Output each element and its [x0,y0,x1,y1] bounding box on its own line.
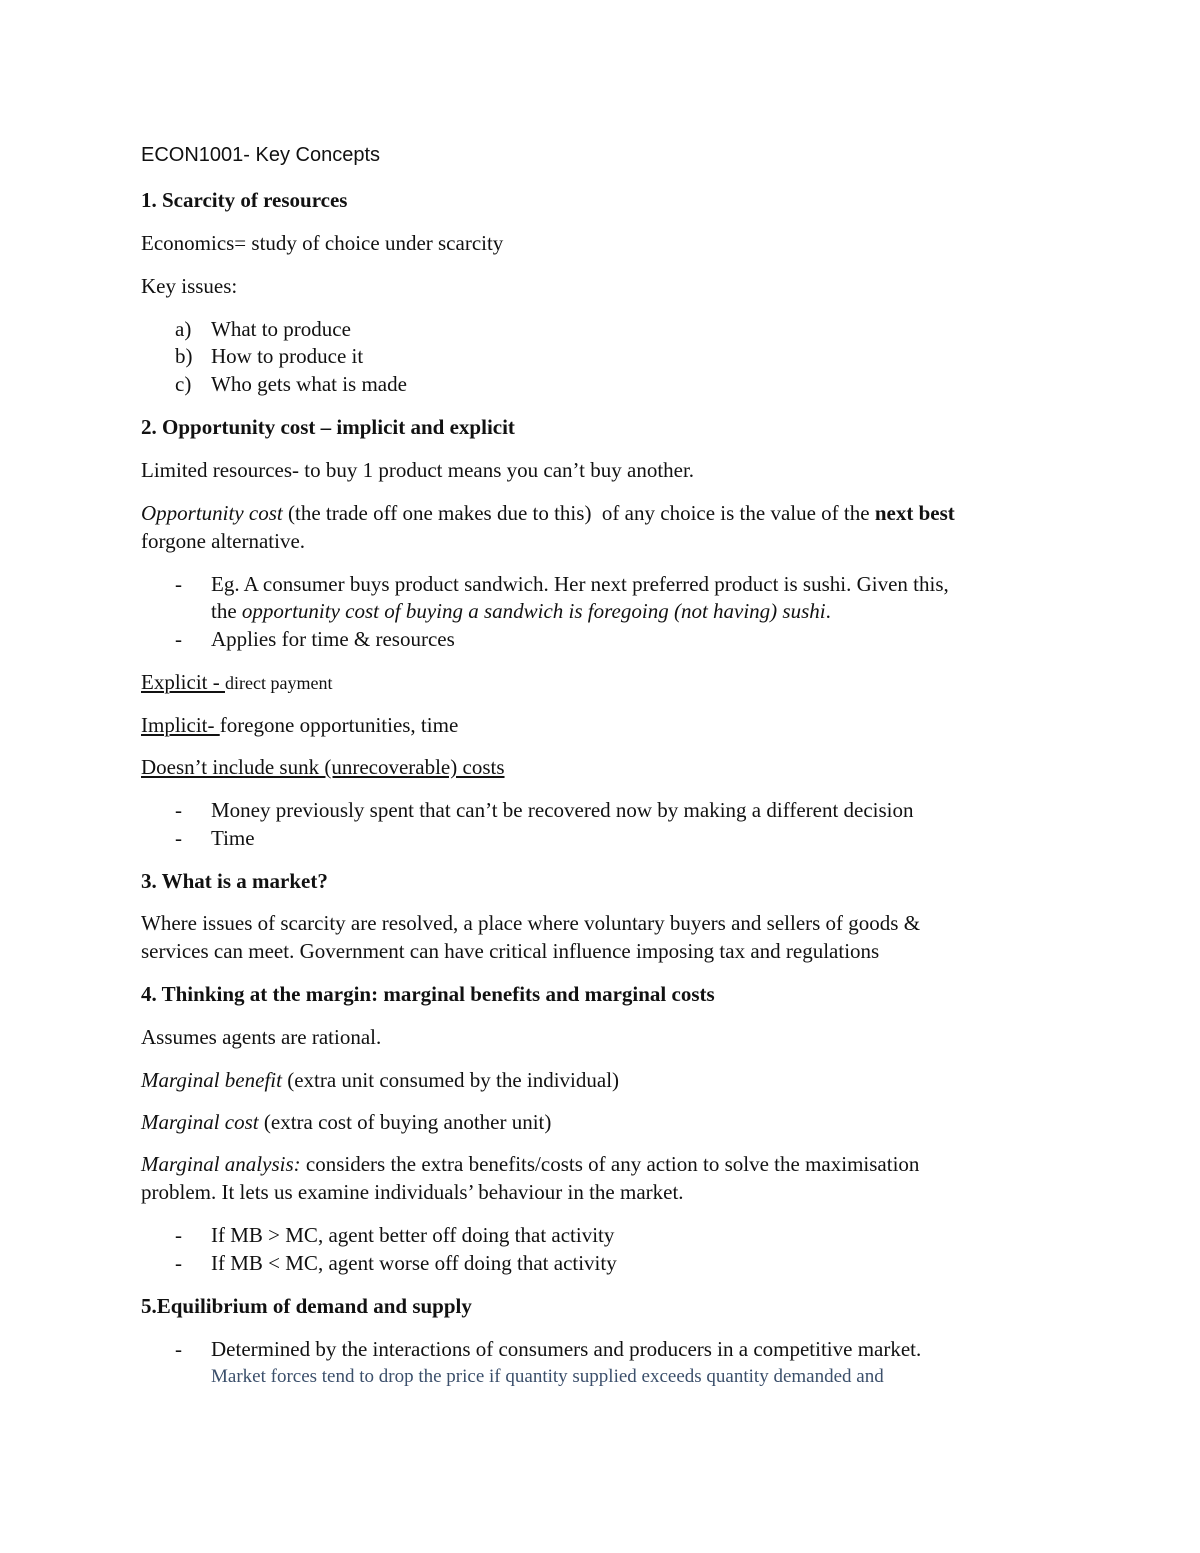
marginal-cost-text: (extra cost of buying another unit) [258,1110,552,1134]
list-marker: b) [175,344,193,368]
section-3-heading: 3. What is a market? [141,869,328,893]
list-item: Money previously spent that can’t be recovered now by making a different decision [211,798,914,822]
list-item: Time [211,826,255,850]
list-item: Who gets what is made [211,372,407,396]
list-item: If MB > MC, agent better off doing that activity [211,1223,615,1247]
list-item: If MB < MC, agent worse off doing that activity [211,1251,617,1275]
section-2-heading: 2. Opportunity cost – implicit and explicit [141,415,515,439]
marginal-analysis-line [141,1150,919,1178]
bullet-marker: - [175,627,182,651]
economics-definition: Economics= study of choice under scarcity [141,231,504,255]
bullet-marker: - [175,826,182,850]
implicit-label: Implicit- [141,713,220,737]
marginal-analysis-term: Marginal analysis: [141,1152,301,1176]
explicit-line [141,668,332,697]
list-marker: c) [175,372,192,396]
marginal-benefit-line [141,1066,619,1094]
equilibrium-line-2: Market forces tend to drop the price if quantity supplied exceeds quantity demanded and [211,1366,884,1387]
opportunity-cost-term: Opportunity cost [141,501,283,525]
explicit-label: Explicit - [141,670,225,694]
marginal-cost-line [141,1108,551,1136]
document-title: ECON1001- Key Concepts [141,144,381,166]
implicit-text: foregone opportunities, time [219,713,459,737]
example-line-1: Eg. A consumer buys product sandwich. Her next preferred product is sushi. Given this, [211,572,949,596]
marginal-cost-term: Marginal cost [141,1110,259,1134]
bullet-marker: - [175,1251,182,1275]
bullet-marker: - [175,1223,182,1247]
market-text-line-1: Where issues of scarcity are resolved, a place where voluntary buyers and sellers of goods & [141,911,921,935]
implicit-line [141,711,458,739]
example-line-2 [211,597,831,625]
explicit-text: direct payment [224,673,333,693]
sunk-costs-label: Doesn’t include sunk (unrecoverable) costs [141,755,505,779]
marginal-benefit-term: Marginal benefit [141,1068,282,1092]
limited-resources-text: Limited resources- to buy 1 product means you can’t buy another. [141,458,695,482]
section-1-heading: 1. Scarcity of resources [141,188,348,212]
applies-item: Applies for time & resources [211,627,455,651]
marginal-analysis-text: considers the extra benefits/costs of any action to solve the maximisation [300,1152,920,1176]
example-italic: opportunity cost of buying a sandwich is foregoing (not having) sushi [241,599,826,623]
example-prefix: the [211,599,242,623]
market-text-line-2: services can meet. Government can have critical influence imposing tax and regulations [141,939,880,963]
marginal-benefit-text: (extra unit consumed by the individual) [281,1068,620,1092]
opportunity-cost-continuation: forgone alternative. [141,529,306,553]
next-best-term: next best [874,501,955,525]
opportunity-cost-text: (the trade off one makes due to this) of any choice is the value of the [282,501,875,525]
assumes-text: Assumes agents are rational. [141,1025,382,1049]
section-4-heading: 4. Thinking at the margin: marginal benefits and marginal costs [141,982,715,1006]
section-5-heading: 5.Equilibrium of demand and supply [141,1294,472,1318]
key-issues-label: Key issues: [141,274,238,298]
bullet-marker: - [175,572,182,596]
list-item: How to produce it [211,344,364,368]
equilibrium-line-1: Determined by the interactions of consumers and producers in a competitive market. [211,1337,922,1361]
marginal-analysis-continuation: problem. It lets us examine individuals’ behaviour in the market. [141,1180,684,1204]
bullet-marker: - [175,798,182,822]
example-period: . [825,599,831,623]
bullet-marker: - [175,1337,182,1361]
list-marker: a) [175,317,192,341]
list-item: What to produce [211,317,351,341]
opportunity-cost-definition [141,499,955,527]
